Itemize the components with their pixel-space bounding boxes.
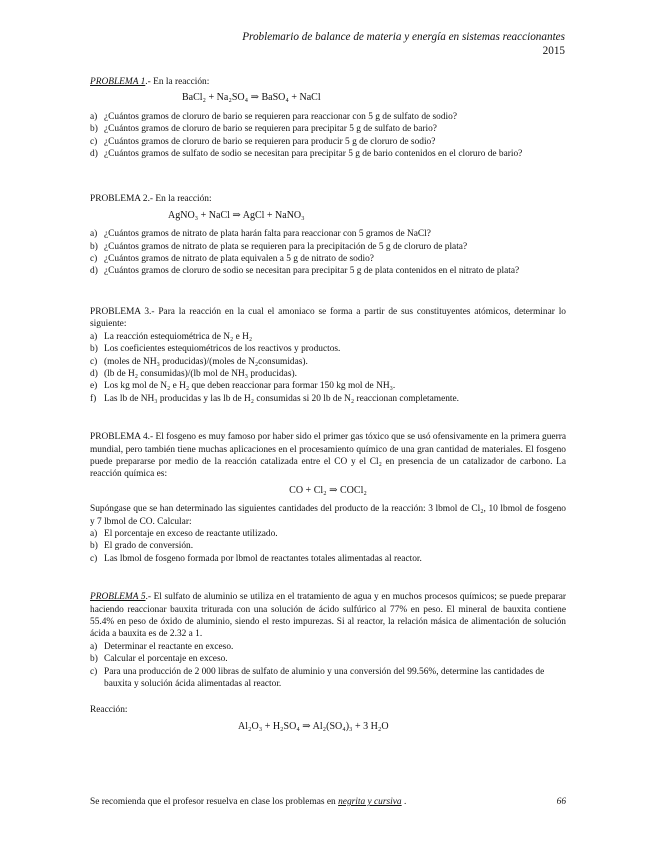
list-item — [90, 136, 566, 148]
list-item-marker: b) — [90, 654, 98, 665]
problem-5-list — [90, 641, 566, 691]
list-item — [90, 123, 566, 135]
list-item-text: Determinar el reactante en exceso. — [104, 641, 234, 652]
list-item-marker: c) — [90, 136, 98, 147]
document-body — [90, 76, 566, 739]
list-item-text: Los coeficientes estequiométricos de los reactivos y productos. — [104, 344, 341, 355]
problem-4 — [90, 431, 566, 565]
problem-2 — [90, 193, 566, 277]
list-item — [90, 356, 566, 368]
list-item — [90, 148, 566, 160]
footer-end: . — [401, 797, 407, 807]
list-item-text: Las lb de NH₃ producidas y las lb de H₂ consumidas si 20 lb de N₂ reaccionan completamente. — [104, 393, 460, 404]
list-item-text: ¿Cuántos gramos de cloruro de bario se requieren para producir 5 g de cloruro de sodio? — [104, 136, 436, 147]
problem-1-list — [90, 111, 566, 161]
list-item — [90, 380, 566, 392]
list-item-text: (lb de H₂ consumidas)/(lb mol de NH₃ producidas). — [104, 368, 297, 379]
list-item — [90, 666, 566, 691]
problem-1-label: PROBLEMA 1 — [90, 77, 146, 87]
list-item-marker: b) — [90, 124, 98, 135]
page-number: 66 — [556, 797, 566, 807]
list-item-marker: e) — [90, 381, 98, 392]
list-item-marker: a) — [90, 641, 98, 652]
list-item-text: ¿Cuántos gramos de nitrato de plata harán falta para reaccionar con 5 gramos de NaCl? — [104, 229, 431, 240]
list-item — [90, 228, 566, 240]
list-item — [90, 553, 566, 565]
problem-3-list — [90, 331, 566, 405]
list-item-text: Los kg mol de N₂ e H₂ que deben reaccionar para formar 150 kg mol de NH₃. — [104, 381, 396, 392]
list-item-marker: d) — [90, 368, 98, 379]
problem-2-title: PROBLEMA 2.- En la reacción: — [90, 194, 212, 205]
problem-4-intro: PROBLEMA 4.- El fosgeno es muy famoso por haber sido el primer gas tóxico que se usó ofensivamente en la primera guerra mundial, pero también tiene muchas aplicaciones en el procesamiento químico de una gran cantidad de materiales. El fosgeno puede prepararse por medio de la reacción catalizada entre el CO y el Cl₂ en presencia de un catalizador de carbono. La reacción química es: — [90, 432, 566, 480]
list-item-text: El porcentaje en exceso de reactante utilizado. — [104, 528, 278, 539]
list-item-marker: c) — [90, 553, 98, 564]
list-item — [90, 331, 566, 343]
list-item-text: El grado de conversión. — [104, 541, 194, 552]
problem-1-title — [90, 76, 566, 88]
list-item — [90, 111, 566, 123]
list-item-text: ¿Cuántos gramos de sulfato de sodio se necesitan para precipitar 5 g de bario contenidos en el cloruro de bario? — [104, 149, 523, 160]
problem-5-intro — [90, 591, 566, 641]
list-item-marker: c) — [90, 254, 98, 265]
list-item — [90, 528, 566, 540]
footer-emphasis: negrita y cursiva — [338, 797, 402, 807]
list-item-text: Las lbmol de fosgeno formada por lbmol de reactantes totales alimentadas al reactor. — [104, 553, 422, 564]
list-item — [90, 265, 566, 277]
list-item-marker: a) — [90, 111, 98, 122]
problem-1 — [90, 76, 566, 160]
problem-4-equation: CO + Cl₂ ⇒ COCl₂ — [289, 484, 367, 496]
problem-2-list — [90, 228, 566, 278]
list-item — [90, 393, 566, 405]
list-item — [90, 540, 566, 552]
list-item-marker: c) — [90, 356, 98, 367]
list-item — [90, 653, 566, 665]
header-title: Problemario de balance de materia y energía en sistemas reaccionantes — [242, 31, 565, 43]
list-item-text: Calcular el porcentaje en exceso. — [104, 654, 228, 665]
problem-1-intro: .- En la reacción: — [145, 77, 210, 87]
list-item-marker: b) — [90, 241, 98, 252]
reaction-label: Reacción: — [90, 705, 128, 716]
list-item-marker: a) — [90, 528, 98, 539]
list-item — [90, 343, 566, 355]
problem-5-equation: Al₂O₃ + H₂SO₄ ⇒ Al₂(SO₄)₃ + 3 H₂O — [238, 720, 389, 732]
list-item-marker: d) — [90, 266, 98, 277]
problem-3 — [90, 306, 566, 405]
list-item-text: La reacción estequiométrica de N₂ e H₂ — [104, 331, 253, 342]
header-year: 2015 — [542, 45, 565, 57]
list-item — [90, 641, 566, 653]
list-item-marker: f) — [90, 393, 97, 404]
list-item-marker: b) — [90, 344, 98, 355]
problem-4-text: Supóngase que se han determinado las siguientes cantidades del producto de la reacción: 3 lbmol de Cl₂, 10 lbmol de fosgeno y 7 lbmol de CO. Calcular: — [90, 504, 566, 527]
list-item — [90, 241, 566, 253]
problem-3-intro: PROBLEMA 3.- Para la reacción en la cual el amoniaco se forma a partir de sus constituyentes atómicos, determinar lo siguiente: — [90, 306, 566, 330]
problem-2-equation: AgNO₃ + NaCl ⇒ AgCl + NaNO₃ — [168, 209, 305, 221]
list-item-text: ¿Cuántos gramos de cloruro de bario se requieren para precipitar 5 g de sulfato de bario? — [104, 124, 437, 135]
list-item — [90, 368, 566, 380]
list-item-text: (moles de NH₃ producidas)/(moles de N₂consumidas). — [104, 356, 308, 367]
list-item-text: ¿Cuántos gramos de cloruro de bario se requieren para reaccionar con 5 g de sulfato de sodio? — [104, 111, 457, 122]
list-item-marker: a) — [90, 331, 98, 342]
footer-text: Se recomienda que el profesor resuelva en clase los problemas en — [90, 797, 339, 807]
list-item-marker: d) — [90, 149, 98, 160]
page-footer — [90, 797, 566, 807]
list-item-text: ¿Cuántos gramos de nitrato de plata equivalen a 5 g de nitrato de sodio? — [104, 254, 374, 265]
page-header — [242, 30, 565, 58]
problem-1-equation: BaCl₂ + Na₂SO₄ ⇒ BaSO₄ + NaCl — [182, 92, 321, 104]
problem-5-intro-text: .- El sulfato de aluminio se utiliza en el tratamiento de agua y en muchos procesos químicos; se puede preparar haciendo reaccionar bauxita triturada con una solución de ácido sulfúrico al 77% en peso. El mineral de bauxita contiene 55.4% en peso de óxido de aluminio, siendo el resto impurezas. Si al reactor, la relación másica de alimentación de solución ácida a bauxita es de 2.32 a 1. — [90, 592, 566, 640]
list-item-text: Para una producción de 2 000 libras de sulfato de aluminio y una conversión del 99.56%, determine las cantidades de bauxita y solución ácida alimentadas al reactor. — [104, 666, 545, 690]
list-item — [90, 253, 566, 265]
problem-5 — [90, 591, 566, 733]
list-item-marker: c) — [90, 666, 98, 677]
list-item-marker: b) — [90, 541, 98, 552]
list-item-text: ¿Cuántos gramos de cloruro de sodio se necesitan para precipitar 5 g de plata contenidos en el nitrato de plata? — [104, 266, 520, 277]
problem-4-list — [90, 528, 566, 565]
list-item-text: ¿Cuántos gramos de nitrato de plata se requieren para la precipitación de 5 g de cloruro de plata? — [104, 241, 468, 252]
problem-5-label: PROBLEMA 5 — [90, 592, 146, 603]
list-item-marker: a) — [90, 229, 98, 240]
